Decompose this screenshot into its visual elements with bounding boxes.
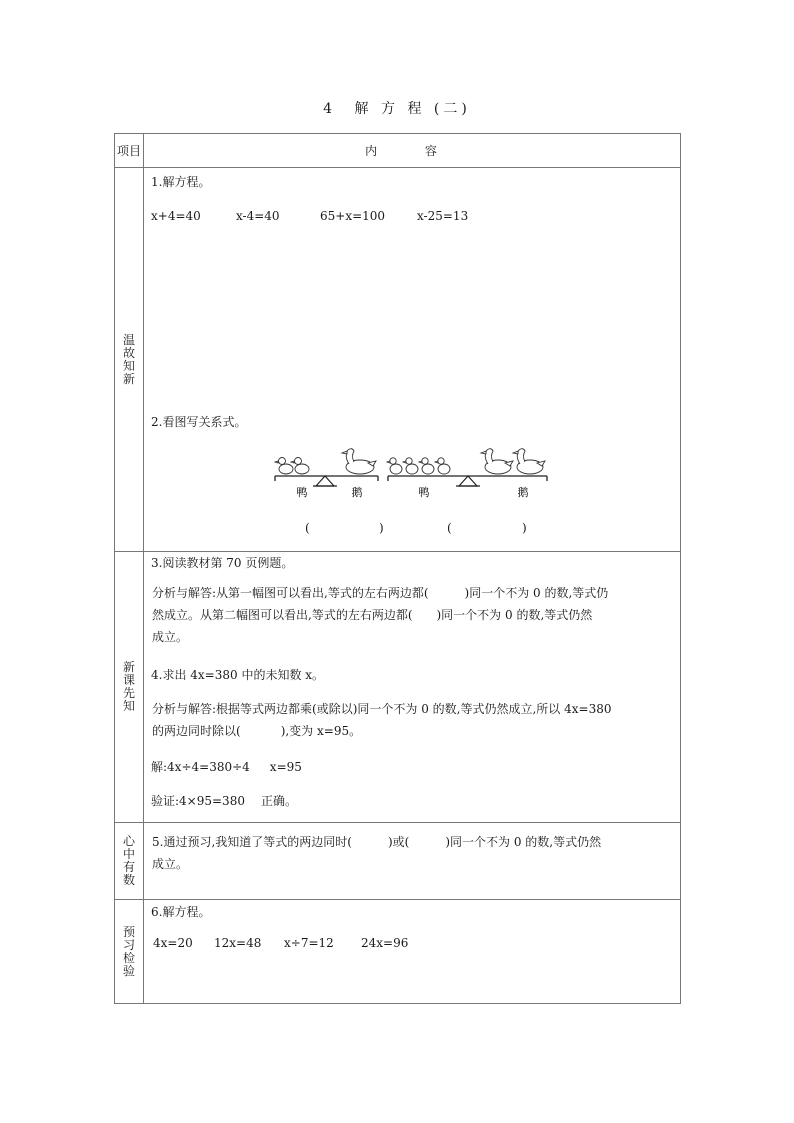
worksheet-table: [114, 133, 681, 1004]
q1-equation: x-25=13: [417, 209, 469, 223]
q5-text-part: 5.通过预习,我知道了等式的两边同时(: [152, 835, 352, 849]
preview-check-row: [115, 900, 681, 1004]
duckling-icon: [403, 458, 418, 474]
duckling-icon: [435, 458, 450, 474]
q4-solution: [151, 758, 302, 775]
duckling-icon: [291, 458, 309, 475]
reflection-label: 心中有数: [122, 834, 135, 887]
q4-verify: [151, 792, 297, 809]
q1-equation: x+4=40: [151, 209, 201, 223]
new-lesson-label: 新课先知: [122, 660, 135, 713]
duckling-icon: [275, 458, 293, 475]
q6-equation: 12x=48: [214, 936, 262, 950]
scale-right: [388, 476, 547, 486]
page-title: [0, 98, 794, 118]
q5-text-part: )同一个不为 0 的数,等式仍然: [445, 835, 602, 849]
q4-prompt: 4.求出 4x=380 中的未知数 x。: [151, 668, 325, 682]
review-content: [144, 168, 681, 552]
answer-blank-close[interactable]: ): [522, 521, 527, 535]
q3-analysis-text: 成立。: [152, 630, 189, 644]
q1-equation: x-4=40: [236, 209, 280, 223]
review-row: [115, 168, 681, 552]
q4-analysis: [152, 698, 672, 742]
preview-check-content: [144, 900, 681, 1004]
balance-scales-illustration: [272, 448, 557, 503]
review-label-cell: [115, 168, 144, 552]
preview-check-label-cell: [115, 900, 144, 1004]
lesson-title: 解 方 程 (二): [354, 101, 471, 117]
solution-step: x=95: [269, 760, 302, 774]
q3-analysis-text: 分析与解答:从第一幅图可以看出,等式的左右两边都(: [152, 586, 429, 600]
new-lesson-label-cell: [115, 552, 144, 823]
reflection-content: [144, 823, 681, 900]
q6-equation: 24x=96: [361, 936, 409, 950]
scale-left-goose-label: 鹅: [351, 486, 363, 499]
q1-prompt: 1.解方程。: [151, 175, 211, 189]
header-item: 项目: [115, 134, 144, 168]
q3-prompt: 3.阅读教材第 70 页例题。: [151, 556, 294, 570]
solution-label: 解:: [151, 760, 168, 774]
duckling-icon: [419, 458, 434, 474]
answer-blank-close[interactable]: ): [379, 521, 384, 535]
scale-right-duck-label: 鸭: [418, 486, 430, 499]
q4-analysis-text: 分析与解答:根据等式两边都乘(或除以)同一个不为 0 的数,等式仍然成立,所以 4x=380: [152, 702, 612, 716]
reflection-label-cell: [115, 823, 144, 900]
goose-icon: [342, 449, 376, 474]
solution-step: 4x÷4=380÷4: [167, 760, 250, 774]
verify-label: 验证:: [151, 794, 180, 808]
goose-icon: [481, 449, 513, 474]
verify-expression: 4×95=380: [179, 794, 245, 808]
header-row: [115, 134, 681, 168]
review-label: 温故知新: [122, 332, 135, 386]
reflection-row: [115, 823, 681, 900]
lesson-number: 4: [323, 101, 337, 117]
q3-analysis-text: )同一个不为 0 的数,等式仍然: [436, 608, 593, 622]
q6-equation: 4x=20: [153, 936, 193, 950]
q1-equation: 65+x=100: [320, 209, 386, 223]
answer-blank-open[interactable]: (: [447, 521, 452, 535]
q3-analysis-text: 然成立。从第二幅图可以看出,等式的左右两边都(: [152, 608, 413, 622]
q3-analysis-text: )同一个不为 0 的数,等式仍: [464, 586, 609, 600]
q6-equation: x÷7=12: [284, 936, 334, 950]
duckling-icon: [387, 458, 402, 474]
answer-blank-open[interactable]: (: [305, 521, 310, 535]
q5-text: [152, 831, 672, 875]
verify-result: 正确。: [260, 794, 297, 808]
scale-right-goose-label: 鹅: [517, 486, 529, 499]
new-lesson-row: [115, 552, 681, 823]
scale-left-duck-label: 鸭: [296, 486, 308, 499]
new-lesson-content: [144, 552, 681, 823]
q4-analysis-text: 的两边同时除以(: [152, 724, 241, 738]
scale-left: [275, 476, 378, 486]
q3-analysis: [152, 582, 672, 648]
q2-prompt: 2.看图写关系式。: [151, 415, 247, 429]
q6-prompt: 6.解方程。: [151, 905, 211, 919]
q5-text-part: )或(: [387, 835, 410, 849]
q5-text-part: 成立。: [152, 857, 189, 871]
header-content: 内 容: [144, 134, 681, 168]
goose-icon: [513, 449, 545, 474]
q4-analysis-text: ),变为 x=95。: [280, 724, 362, 738]
preview-check-label: 预习检验: [122, 924, 135, 978]
